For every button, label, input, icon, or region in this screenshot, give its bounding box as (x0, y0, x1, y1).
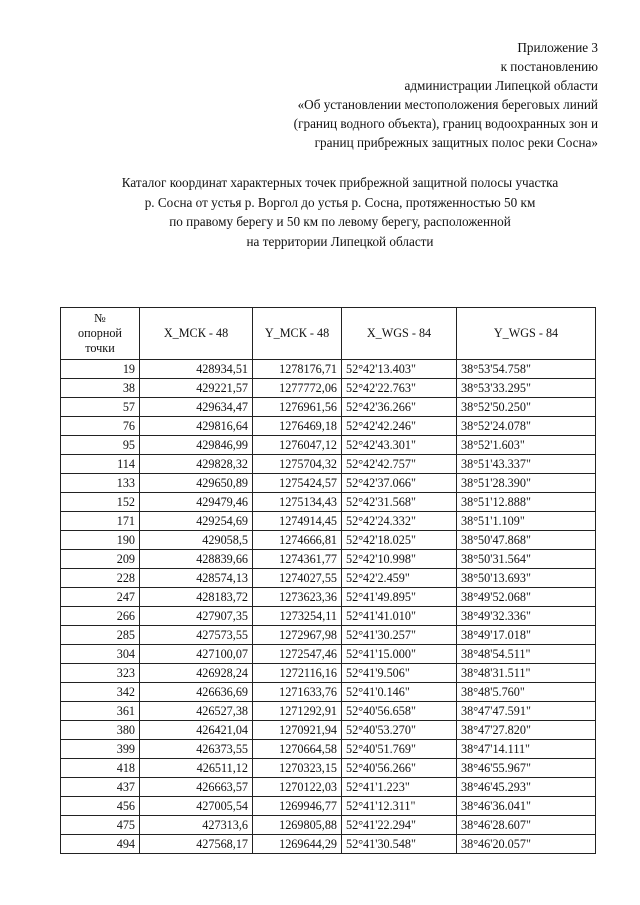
cell-point-number: 95 (61, 436, 140, 455)
header-point-number: № опорной точки (61, 308, 140, 360)
table-row (61, 626, 596, 645)
table-header-row (61, 308, 596, 360)
cell-x-msk: 428574,13 (140, 569, 253, 588)
cell-point-number: 266 (61, 607, 140, 626)
cell-x-wgs: 52°41'1.223" (342, 778, 457, 797)
cell-y-wgs: 38°50'13.693" (457, 569, 596, 588)
cell-x-wgs: 52°40'56.266" (342, 759, 457, 778)
cell-x-msk: 428183,72 (140, 588, 253, 607)
cell-x-msk: 427907,35 (140, 607, 253, 626)
cell-x-msk: 426511,12 (140, 759, 253, 778)
table-row (61, 740, 596, 759)
cell-point-number: 209 (61, 550, 140, 569)
cell-x-wgs: 52°41'15.000" (342, 645, 457, 664)
cell-y-msk: 1270122,03 (253, 778, 342, 797)
cell-x-msk: 429846,99 (140, 436, 253, 455)
cell-x-msk: 429634,47 (140, 398, 253, 417)
cell-x-wgs: 52°42'42.757" (342, 455, 457, 474)
table-row (61, 493, 596, 512)
cell-x-wgs: 52°41'41.010" (342, 607, 457, 626)
cell-x-msk: 426663,57 (140, 778, 253, 797)
cell-y-wgs: 38°51'43.337" (457, 455, 596, 474)
table-row (61, 778, 596, 797)
cell-x-wgs: 52°42'43.301" (342, 436, 457, 455)
cell-y-msk: 1276047,12 (253, 436, 342, 455)
cell-point-number: 323 (61, 664, 140, 683)
cell-y-wgs: 38°53'54.758" (457, 360, 596, 379)
cell-y-msk: 1269805,88 (253, 816, 342, 835)
cell-x-wgs: 52°41'49.895" (342, 588, 457, 607)
cell-y-msk: 1275704,32 (253, 455, 342, 474)
header-x-wgs: X_WGS - 84 (342, 308, 457, 360)
cell-y-wgs: 38°50'31.564" (457, 550, 596, 569)
cell-point-number: 418 (61, 759, 140, 778)
cell-x-wgs: 52°42'42.246" (342, 417, 457, 436)
cell-x-wgs: 52°42'31.568" (342, 493, 457, 512)
coordinates-table (60, 307, 596, 854)
catalog-title-line-1: Каталог координат характерных точек прибрежной защитной полосы участка (121, 175, 559, 190)
cell-x-wgs: 52°41'30.257" (342, 626, 457, 645)
cell-point-number: 57 (61, 398, 140, 417)
cell-point-number: 133 (61, 474, 140, 493)
cell-x-wgs: 52°40'51.769" (342, 740, 457, 759)
cell-y-msk: 1275424,57 (253, 474, 342, 493)
cell-point-number: 399 (61, 740, 140, 759)
cell-point-number: 361 (61, 702, 140, 721)
table-row (61, 550, 596, 569)
cell-x-wgs: 52°41'12.311" (342, 797, 457, 816)
cell-x-msk: 427100,07 (140, 645, 253, 664)
cell-y-msk: 1269644,29 (253, 835, 342, 854)
table-row (61, 759, 596, 778)
table-row (61, 474, 596, 493)
cell-y-wgs: 38°46'45.293" (457, 778, 596, 797)
cell-point-number: 380 (61, 721, 140, 740)
cell-y-msk: 1273254,11 (253, 607, 342, 626)
cell-x-msk: 429254,69 (140, 512, 253, 531)
cell-x-wgs: 52°42'10.998" (342, 550, 457, 569)
cell-y-msk: 1274666,81 (253, 531, 342, 550)
catalog-title-line-4: на территории Липецкой области (246, 233, 434, 249)
cell-y-msk: 1271633,76 (253, 683, 342, 702)
cell-y-wgs: 38°52'50.250" (457, 398, 596, 417)
table-body (61, 360, 596, 854)
cell-point-number: 38 (61, 379, 140, 398)
cell-y-msk: 1278176,71 (253, 360, 342, 379)
table-row (61, 588, 596, 607)
cell-y-msk: 1270921,94 (253, 721, 342, 740)
cell-y-msk: 1269946,77 (253, 797, 342, 816)
cell-y-msk: 1273623,36 (253, 588, 342, 607)
cell-y-msk: 1272967,98 (253, 626, 342, 645)
cell-y-wgs: 38°46'55.967" (457, 759, 596, 778)
cell-y-msk: 1270323,15 (253, 759, 342, 778)
cell-x-msk: 427005,54 (140, 797, 253, 816)
cell-point-number: 437 (61, 778, 140, 797)
cell-point-number: 342 (61, 683, 140, 702)
cell-x-msk: 429816,64 (140, 417, 253, 436)
cell-y-wgs: 38°48'54.511" (457, 645, 596, 664)
cell-x-msk: 427313,6 (140, 816, 253, 835)
cell-x-msk: 427568,17 (140, 835, 253, 854)
cell-point-number: 190 (61, 531, 140, 550)
catalog-title-line-3: по правому берегу и 50 км по левому берегу, расположенной (169, 214, 511, 229)
header-x-msk: X_МСК - 48 (140, 308, 253, 360)
cell-y-msk: 1271292,91 (253, 702, 342, 721)
header-y-msk: Y_МСК - 48 (253, 308, 342, 360)
cell-x-wgs: 52°42'2.459" (342, 569, 457, 588)
cell-x-msk: 428839,66 (140, 550, 253, 569)
cell-y-wgs: 38°52'1.603" (457, 436, 596, 455)
cell-x-wgs: 52°42'13.403" (342, 360, 457, 379)
cell-y-wgs: 38°52'24.078" (457, 417, 596, 436)
table-row (61, 816, 596, 835)
table-row (61, 645, 596, 664)
cell-y-msk: 1276961,56 (253, 398, 342, 417)
cell-y-msk: 1272547,46 (253, 645, 342, 664)
appendix-number: Приложение 3 (517, 40, 598, 55)
table-row (61, 398, 596, 417)
cell-x-wgs: 52°41'0.146" (342, 683, 457, 702)
cell-point-number: 285 (61, 626, 140, 645)
table-row (61, 569, 596, 588)
appendix-decree-title-2: (границ водного объекта), границ водоохранных зон и (293, 116, 598, 131)
cell-y-wgs: 38°47'27.820" (457, 721, 596, 740)
table-row (61, 835, 596, 854)
cell-y-wgs: 38°46'20.057" (457, 835, 596, 854)
cell-point-number: 76 (61, 417, 140, 436)
cell-y-wgs: 38°51'1.109" (457, 512, 596, 531)
appendix-decree-title-3: границ прибрежных защитных полос реки Сосна» (314, 135, 598, 150)
cell-x-wgs: 52°42'22.763" (342, 379, 457, 398)
appendix-reference: к постановлению (500, 59, 598, 74)
cell-x-wgs: 52°41'30.548" (342, 835, 457, 854)
cell-x-msk: 429828,32 (140, 455, 253, 474)
cell-x-msk: 426636,69 (140, 683, 253, 702)
table-row (61, 379, 596, 398)
cell-point-number: 228 (61, 569, 140, 588)
cell-y-msk: 1277772,06 (253, 379, 342, 398)
table-row (61, 721, 596, 740)
cell-point-number: 494 (61, 835, 140, 854)
cell-y-msk: 1274027,55 (253, 569, 342, 588)
cell-x-wgs: 52°42'36.266" (342, 398, 457, 417)
cell-x-msk: 429650,89 (140, 474, 253, 493)
cell-y-msk: 1274914,45 (253, 512, 342, 531)
cell-y-wgs: 38°47'14.111" (457, 740, 596, 759)
cell-point-number: 475 (61, 816, 140, 835)
cell-x-msk: 429221,57 (140, 379, 253, 398)
table-row (61, 417, 596, 436)
cell-y-wgs: 38°51'28.390" (457, 474, 596, 493)
cell-y-msk: 1274361,77 (253, 550, 342, 569)
appendix-decree-title-1: «Об установлении местоположения береговых линий (297, 97, 598, 112)
cell-x-wgs: 52°40'53.270" (342, 721, 457, 740)
cell-point-number: 19 (61, 360, 140, 379)
cell-x-msk: 429058,5 (140, 531, 253, 550)
cell-y-wgs: 38°49'17.018" (457, 626, 596, 645)
cell-x-msk: 427573,55 (140, 626, 253, 645)
cell-y-wgs: 38°49'32.336" (457, 607, 596, 626)
table-row (61, 512, 596, 531)
cell-x-msk: 428934,51 (140, 360, 253, 379)
table-row (61, 683, 596, 702)
cell-y-wgs: 38°51'12.888" (457, 493, 596, 512)
cell-y-msk: 1275134,43 (253, 493, 342, 512)
table-row (61, 455, 596, 474)
table-row (61, 531, 596, 550)
cell-point-number: 247 (61, 588, 140, 607)
cell-x-msk: 426373,55 (140, 740, 253, 759)
cell-x-wgs: 52°42'18.025" (342, 531, 457, 550)
cell-point-number: 304 (61, 645, 140, 664)
cell-point-number: 456 (61, 797, 140, 816)
table-row (61, 607, 596, 626)
table-row (61, 360, 596, 379)
header-y-wgs: Y_WGS - 84 (457, 308, 596, 360)
cell-y-wgs: 38°47'47.591" (457, 702, 596, 721)
cell-x-msk: 426928,24 (140, 664, 253, 683)
cell-y-wgs: 38°49'52.068" (457, 588, 596, 607)
catalog-title-line-2: р. Сосна от устья р. Воргол до устья р. Сосна, протяженностью 50 км (144, 194, 536, 210)
cell-y-msk: 1270664,58 (253, 740, 342, 759)
cell-point-number: 152 (61, 493, 140, 512)
table-row (61, 797, 596, 816)
table-row (61, 664, 596, 683)
cell-point-number: 171 (61, 512, 140, 531)
cell-y-wgs: 38°50'47.868" (457, 531, 596, 550)
cell-x-wgs: 52°40'56.658" (342, 702, 457, 721)
cell-x-msk: 426527,38 (140, 702, 253, 721)
cell-x-wgs: 52°42'37.066" (342, 474, 457, 493)
cell-x-wgs: 52°42'24.332" (342, 512, 457, 531)
appendix-authority: администрации Липецкой области (404, 78, 598, 93)
cell-y-msk: 1272116,16 (253, 664, 342, 683)
catalog-title (70, 173, 610, 251)
cell-y-wgs: 38°48'5.760" (457, 683, 596, 702)
table-row (61, 702, 596, 721)
cell-y-wgs: 38°46'36.041" (457, 797, 596, 816)
cell-x-wgs: 52°41'9.506" (342, 664, 457, 683)
table-row (61, 436, 596, 455)
cell-x-msk: 429479,46 (140, 493, 253, 512)
appendix-header (294, 38, 598, 152)
cell-y-wgs: 38°53'33.295" (457, 379, 596, 398)
cell-y-wgs: 38°48'31.511" (457, 664, 596, 683)
cell-y-msk: 1276469,18 (253, 417, 342, 436)
cell-x-msk: 426421,04 (140, 721, 253, 740)
cell-x-wgs: 52°41'22.294" (342, 816, 457, 835)
cell-y-wgs: 38°46'28.607" (457, 816, 596, 835)
cell-point-number: 114 (61, 455, 140, 474)
